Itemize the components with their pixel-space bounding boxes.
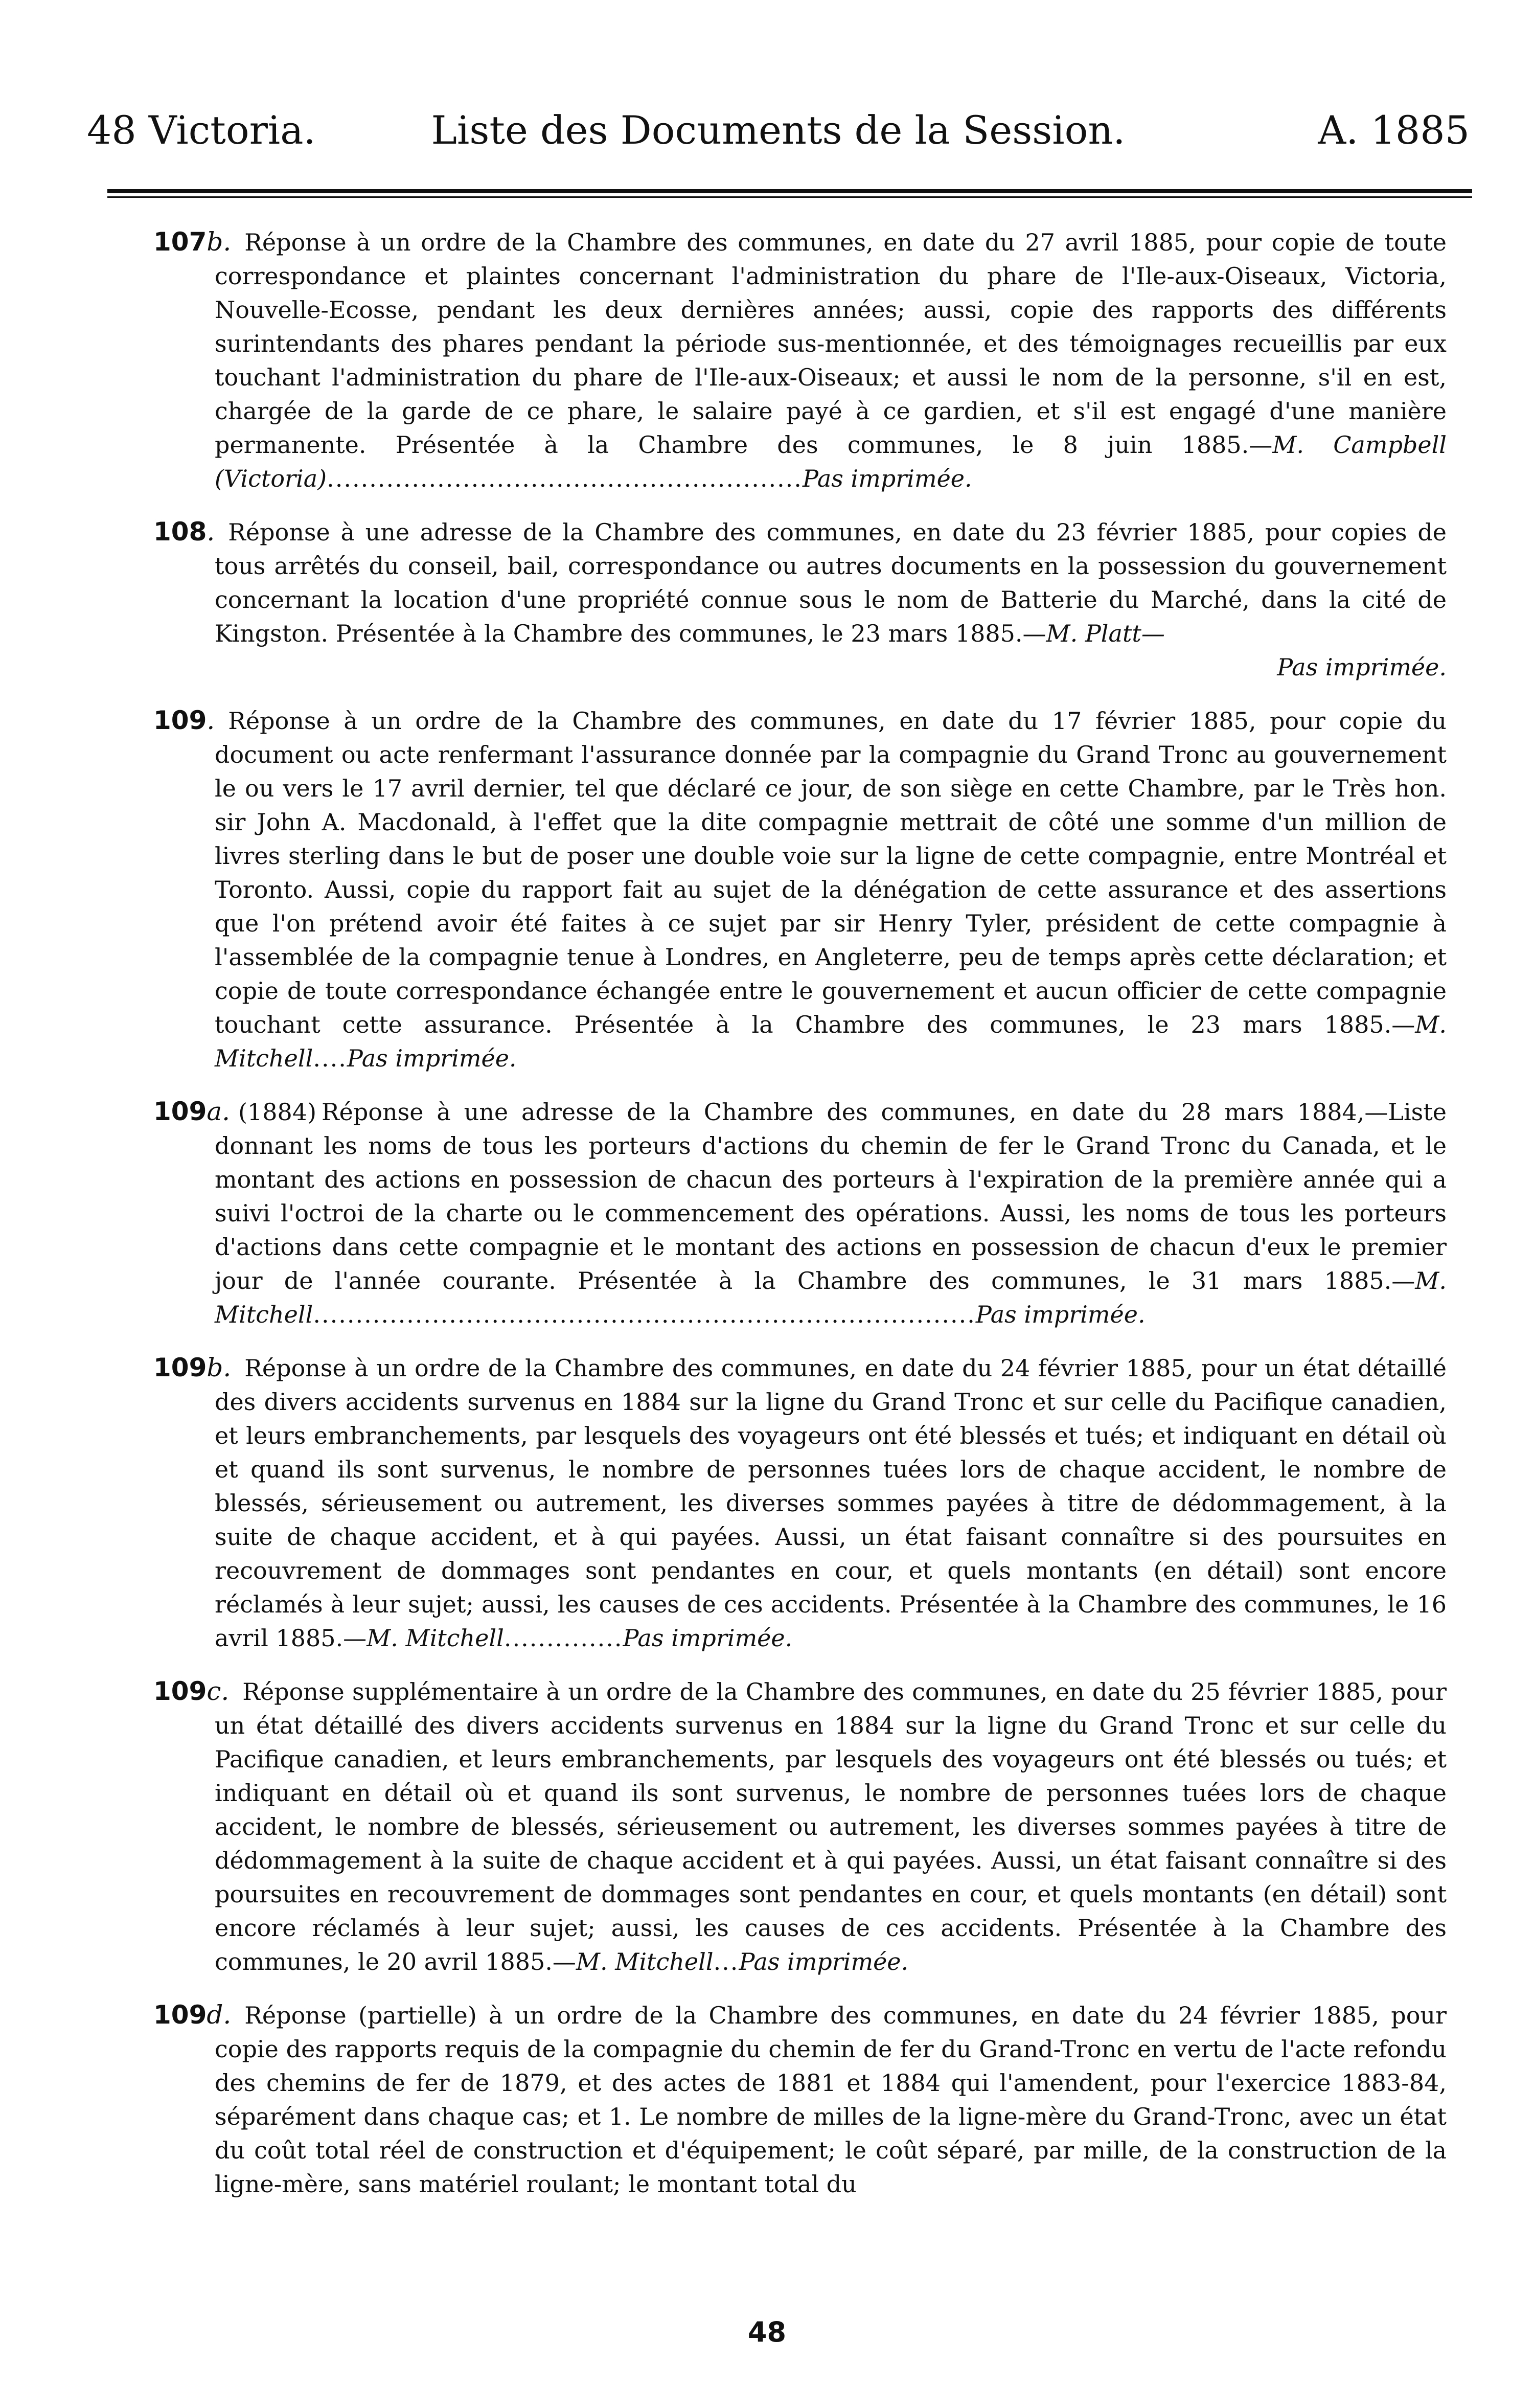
entry-leader: ... [713, 1948, 739, 1975]
entry-status: Pas imprimée. [347, 1044, 517, 1072]
entry-number: 109a. [153, 1097, 231, 1126]
page-number: 48 [747, 2316, 787, 2348]
document-entry [153, 1998, 1447, 2201]
entry-text: Réponse supplémentaire à un ordre de la Chambre des communes, en date du 25 février 1885, pour un état détaillé des divers accidents survenus en 1884 sur la ligne du Grand Tronc et sur celle du Pacifique canadien, et leurs embranchements, par lesquels des voyageurs ont été blessés ou tués; et indiquant en détail où et quand ils sont survenus, le nombre de personnes tuées lors de chaque accident, le nombre de blessés, sérieusement ou autrement, les diverses sommes payées à titre de dédommagement à la suite de chaque accident et à qui payées. Aussi, un état faisant connaître si des poursuites en recouvrement de dommages sont pendantes en cour, et quels montants (en détail) sont encore réclamés à leur sujet; aussi, les causes de ces accidents. Présentée à la Chambre des communes, le 20 avril 1885.— [215, 1678, 1447, 1975]
entry-text: Réponse (partielle) à un ordre de la Chambre des communes, en date du 24 février 1885, pour copie des rapports requis de la compagnie du chemin de fer du Grand-Tronc en vertu de l'acte refondu des chemins de fer de 1879, et des actes de 1881 et 1884 qui l'amendent, pour l'exercice 1883-84, séparément dans chaque cas; et 1. Le nombre de milles de la ligne-mère du Grand-Tronc, avec un état du coût total réel de construction et d'équipement; le coût séparé, par mille, de la construction de la ligne-mère, sans matériel roulant; le montant total du [215, 2002, 1447, 2198]
entry-status: Pas imprimée. [1277, 653, 1447, 681]
entry-author: M. Mitchell [576, 1948, 714, 1975]
entry-number: 108. [153, 517, 215, 547]
entry-author: M. Mitchell [215, 1011, 1447, 1072]
entry-text: Réponse à un ordre de la Chambre des communes, en date du 17 février 1885, pour copie du document ou acte renfermant l'assurance donnée par la compagnie du Grand Tronc au gouvernement le ou vers le 17 avril dernier, tel que déclaré ce jour, de son siège en cette Chambre, par le Très hon. sir John A. Macdonald, à l'effet que la dite compagnie mettrait de côté une somme d'un million de livres sterling dans le but de poser une double voie sur la ligne de cette compagnie, entre Montréal et Toronto. Aussi, copie du rapport fait au sujet de la dénégation de cette assurance et des assertions que l'on prétend avoir été faites à ce sujet par sir Henry Tyler, président de cette compagnie à l'assemblée de la compagnie tenue à Londres, en Angleterre, peu de temps après cette déclaration; et copie de toute correspondance échangée entre le gouvernement et aucun officier de cette compagnie touchant cette assurance. Présentée à la Chambre des communes, le 23 mars 1885.— [215, 707, 1447, 1038]
document-entry [153, 703, 1447, 1075]
entry-number: 109d. [153, 2000, 232, 2030]
entry-text: Réponse à un ordre de la Chambre des communes, en date du 24 février 1885, pour un état détaillé des divers accidents survenus en 1884 sur la ligne du Grand Tronc et sur celle du Pacifique canadien, et leurs embranchements, par lesquels des voyageurs ont été blessés et tués; et indiquant en détail où et quand ils sont survenus, le nombre de personnes tuées lors de chaque accident, le nombre de blessés, sérieusement ou autrement, les diverses sommes payées à titre de dédommagement, à la suite de chaque accident, et à qui payées. Aussi, un état faisant connaître si des poursuites en recouvrement de dommages sont pendantes en cour, et quels montants (en détail) sont encore réclamés à leur sujet; aussi, les causes de ces accidents. Présentée à la Chambre des communes, le 16 avril 1885.— [215, 1354, 1447, 1652]
entry-status: Pas imprimée. [623, 1624, 793, 1652]
entry-text: Réponse à un ordre de la Chambre des communes, en date du 27 avril 1885, pour copie de toute correspondance et plaintes concernant l'administration du phare de l'Ile-aux-Oiseaux, Victoria, Nouvelle-Ecosse, pendant les deux dernières années; aussi, copie des rapports des différents surintendants des phares pendant la période sus-mentionnée, et des témoignages recueillis par eux touchant l'administration du phare de l'Ile-aux-Oiseaux; et aussi le nom de la personne, s'il en est, chargée de la garde de ce phare, le salaire payé à ce gardien, et s'il est engagé d'une manière permanente. Présentée à la Chambre des communes, le 8 juin 1885.— [215, 229, 1447, 459]
entry-status: Pas imprimée. [739, 1948, 909, 1975]
document-list [153, 225, 1447, 2220]
entry-leader: .............................................................................. [313, 1301, 976, 1328]
entry-number: 109c. [153, 1676, 230, 1706]
entry-status: Pas imprimée. [802, 465, 972, 492]
entry-author: M. Campbell (Victoria) [215, 431, 1447, 492]
entry-author: M. Mitchell [367, 1624, 504, 1652]
document-entry [153, 515, 1447, 684]
entry-note: (1884) [238, 1098, 317, 1126]
entry-text: Réponse à une adresse de la Chambre des communes, en date du 28 mars 1884,—Liste donnant les noms de tous les porteurs d'actions du chemin de fer le Grand Tronc du Canada, et le montant des actions en possession de chacun des porteurs à l'expiration de la première année qui a suivi l'octroi de la charte ou le commencement des opérations. Aussi, les noms de tous les porteurs d'actions dans cette compagnie et le montant des actions en possession de chacun d'eux le premier jour de l'année courante. Présentée à la Chambre des communes, le 31 mars 1885.— [215, 1098, 1447, 1294]
page-header [87, 102, 1470, 158]
entry-number: 109b. [153, 1353, 232, 1382]
entry-leader: .... [313, 1044, 347, 1072]
document-entry [153, 1674, 1447, 1979]
document-entry [153, 1095, 1447, 1331]
header-year: A. 1885 [1318, 107, 1470, 153]
entry-leader: .............. [503, 1624, 623, 1652]
document-entry [153, 225, 1447, 495]
entry-leader: ........................................................ [327, 465, 803, 492]
entry-author: M. Mitchell [215, 1267, 1447, 1328]
entry-text: Réponse à une adresse de la Chambre des communes, en date du 23 février 1885, pour copies de tous arrêtés du conseil, bail, correspondance ou autres documents en la possession du gouvernement concernant la location d'une propriété connue sous le nom de Batterie du Marché, dans la cité de Kingston. Présentée à la Chambre des communes, le 23 mars 1885.— [215, 518, 1447, 647]
header-volume: 48 Victoria. [87, 107, 316, 153]
document-entry [153, 1351, 1447, 1655]
header-rule [107, 189, 1472, 198]
header-title: Liste des Documents de la Session. [431, 107, 1126, 153]
entry-status: Pas imprimée. [975, 1301, 1146, 1328]
entry-number: 109. [153, 706, 215, 735]
entry-number: 107b. [153, 227, 232, 257]
entry-author: M. Platt— [1046, 620, 1165, 647]
